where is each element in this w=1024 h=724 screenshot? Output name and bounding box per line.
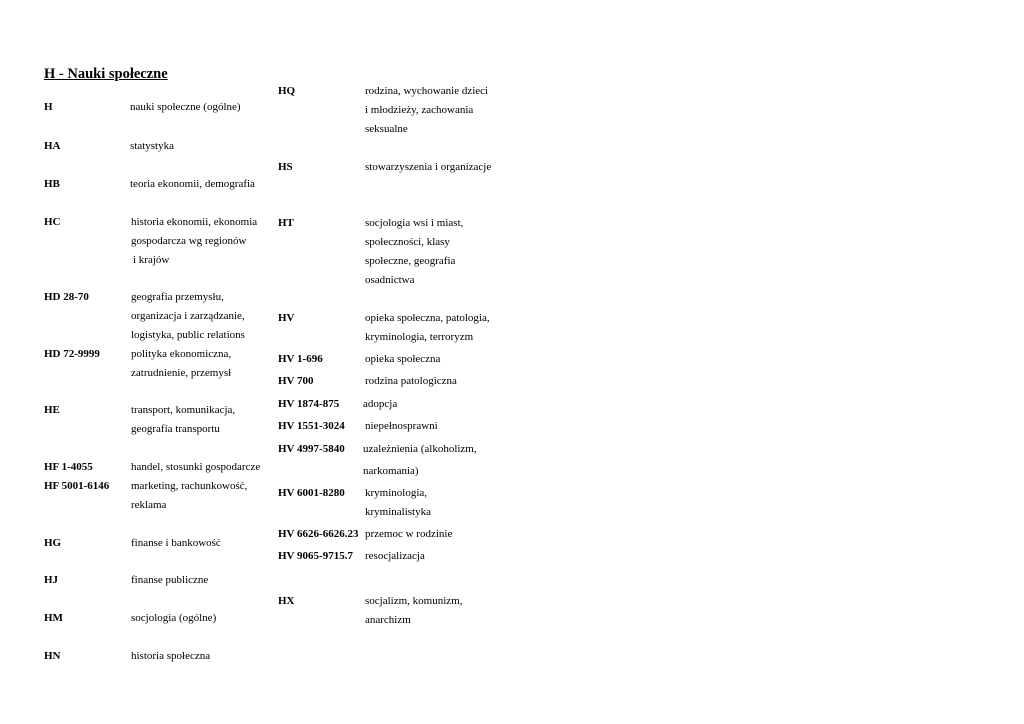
class-description — [131, 534, 221, 553]
class-description — [130, 175, 255, 194]
class-description — [365, 525, 452, 544]
class-description — [131, 401, 235, 439]
description-line: finanse publiczne — [131, 574, 209, 586]
class-code: HS — [278, 161, 293, 173]
class-code: HM — [44, 612, 63, 624]
description-line: geografia transportu — [131, 423, 220, 435]
description-line: zatrudnienie, przemysł — [131, 367, 232, 379]
class-description — [365, 592, 462, 630]
description-line: socjologia (ogólne) — [131, 612, 217, 624]
class-description — [365, 82, 488, 139]
class-code: HD 72-9999 — [44, 348, 100, 360]
class-code: HN — [44, 650, 61, 662]
description-line: i młodzieży, zachowania — [365, 104, 474, 116]
right-column — [278, 0, 518, 724]
description-line: organizacja i zarządzanie, — [131, 310, 245, 322]
class-description — [365, 484, 431, 522]
description-line: anarchizm — [365, 614, 411, 626]
left-column — [44, 0, 274, 724]
class-code: HF 5001-6146 — [44, 480, 110, 492]
description-line: handel, stosunki gospodarcze — [131, 461, 261, 473]
class-description — [131, 345, 231, 383]
class-description — [365, 350, 440, 369]
class-code: HA — [44, 140, 61, 152]
description-line: seksualne — [365, 123, 408, 135]
description-line: uzależnienia (alkoholizm, — [363, 443, 477, 455]
description-line: narkomania) — [363, 465, 419, 477]
class-code: HV 6001-8280 — [278, 487, 345, 499]
class-code: HV 9065-9715.7 — [278, 550, 353, 562]
class-code: HV 1551-3024 — [278, 420, 345, 432]
class-code: HV 1-696 — [278, 353, 323, 365]
class-code: HQ — [278, 85, 296, 97]
description-line: gospodarcza wg regionów — [131, 235, 247, 247]
class-code: HF 1-4055 — [44, 461, 93, 473]
description-line: społeczności, klasy — [365, 236, 450, 248]
description-line: historia ekonomii, ekonomia — [131, 216, 258, 228]
class-code: HV 6626-6626.23 — [278, 528, 359, 540]
class-description — [131, 213, 257, 270]
class-code: HV 4997-5840 — [278, 443, 345, 455]
description-line: finanse i bankowość — [131, 537, 221, 549]
description-line: socjalizm, komunizm, — [365, 595, 463, 607]
description-line: społeczne, geografia — [365, 255, 456, 267]
class-description — [365, 547, 425, 566]
class-description — [365, 214, 463, 290]
class-description — [130, 98, 241, 117]
description-line: transport, komunikacja, — [131, 404, 236, 416]
description-line: i krajów — [133, 254, 170, 266]
page-title: H - Nauki społeczne — [44, 66, 168, 82]
description-line: niepełnosprawni — [365, 420, 438, 432]
class-code: HV 1874-875 — [278, 398, 340, 410]
description-line: polityka ekonomiczna, — [131, 348, 232, 360]
description-line: marketing, rachunkowość, — [131, 480, 248, 492]
description-line: rodzina patologiczna — [365, 375, 457, 387]
class-description — [365, 372, 457, 391]
class-code: HE — [44, 404, 60, 416]
class-code: HB — [44, 178, 60, 190]
class-code: HV 700 — [278, 375, 314, 387]
class-description — [365, 309, 490, 347]
description-line: nauki społeczne (ogólne) — [130, 101, 241, 113]
class-code: HT — [278, 217, 294, 229]
class-description — [131, 609, 216, 628]
class-code: HV — [278, 312, 295, 324]
class-code: HD 28-70 — [44, 291, 89, 303]
description-line: kryminologia, terroryzm — [365, 331, 474, 343]
description-line: stowarzyszenia i organizacje — [365, 161, 492, 173]
description-line: opieka społeczna, patologia, — [365, 312, 490, 324]
class-description — [131, 571, 208, 590]
class-code: HX — [278, 595, 295, 607]
description-line: teoria ekonomii, demografia — [130, 178, 255, 190]
description-line: opieka społeczna — [365, 353, 441, 365]
class-code: HC — [44, 216, 61, 228]
description-line: osadnictwa — [365, 274, 415, 286]
class-code: HG — [44, 537, 62, 549]
class-description — [365, 158, 491, 177]
class-description — [131, 458, 260, 477]
description-line: socjologia wsi i miast, — [365, 217, 464, 229]
class-code: H — [44, 101, 53, 113]
description-line: geografia przemysłu, — [131, 291, 224, 303]
description-line: kryminalistyka — [365, 506, 431, 518]
class-description — [130, 137, 174, 156]
description-line: rodzina, wychowanie dzieci — [365, 85, 489, 97]
description-line: logistyka, public relations — [131, 329, 245, 341]
description-line: resocjalizacja — [365, 550, 425, 562]
class-description — [131, 288, 245, 345]
class-code: HJ — [44, 574, 59, 586]
description-line: historia społeczna — [131, 650, 211, 662]
class-description — [131, 477, 247, 515]
description-line: kryminologia, — [365, 487, 428, 499]
class-description — [365, 417, 438, 436]
class-description — [363, 395, 397, 414]
description-line: reklama — [131, 499, 167, 511]
description-line: statystyka — [130, 140, 174, 152]
description-line: przemoc w rodzinie — [365, 528, 453, 540]
class-description — [131, 647, 210, 666]
description-line: adopcja — [363, 398, 398, 410]
